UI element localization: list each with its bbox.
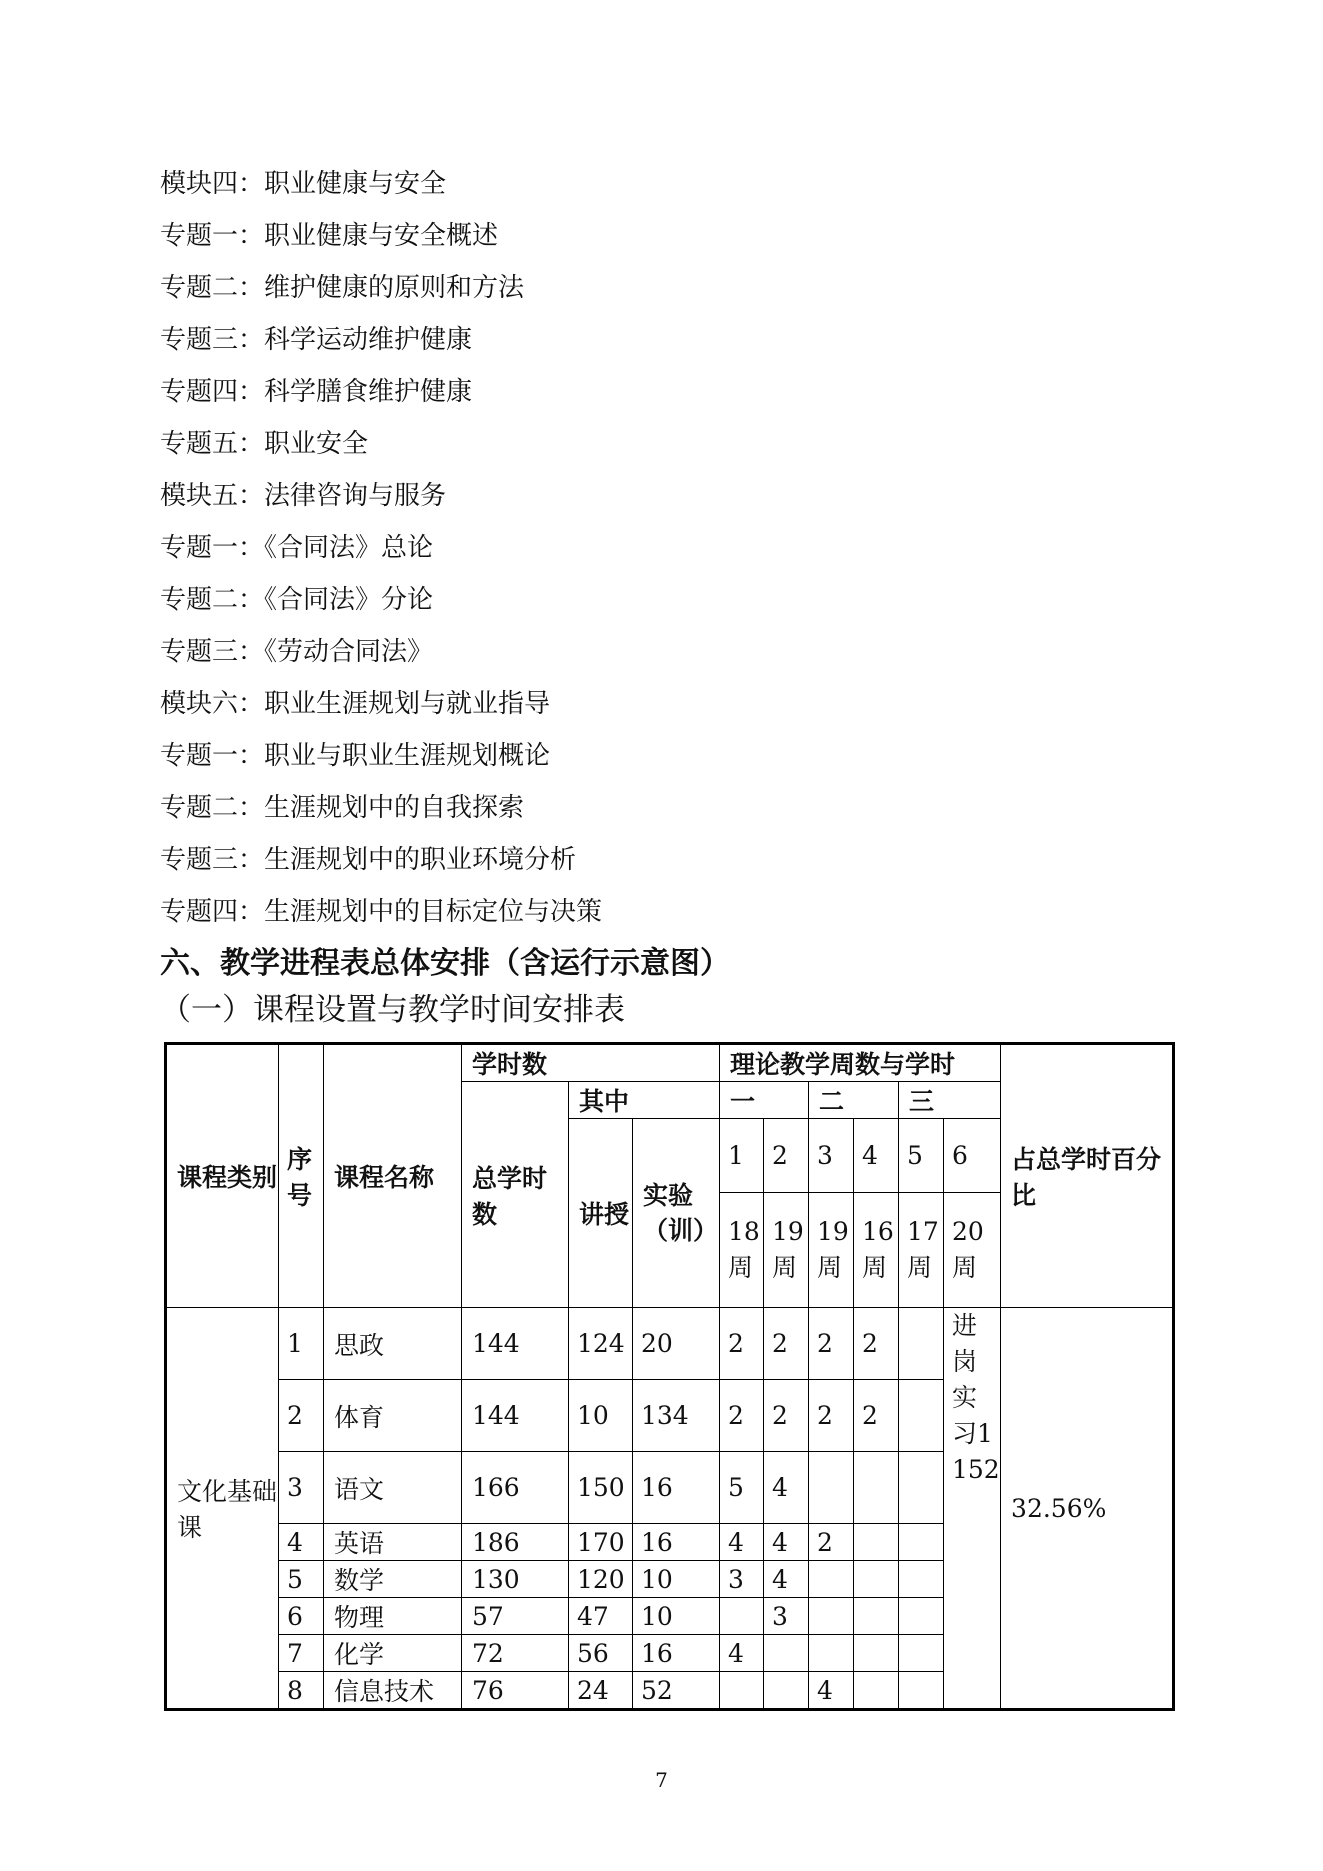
practice-hours-cell: 16: [633, 1524, 720, 1561]
semester-2-hours-cell: 4: [764, 1524, 809, 1561]
header-course-name: 课程名称: [324, 1044, 462, 1308]
course-name-cell: 英语: [324, 1524, 462, 1561]
course-name-cell: 语文: [324, 1452, 462, 1524]
total-hours-cell: 144: [462, 1380, 569, 1452]
outline-item: 专题二：生涯规划中的自我探索: [160, 793, 525, 823]
semester-3-hours-cell: 2: [809, 1380, 854, 1452]
page-number: 7: [655, 1768, 668, 1792]
semester-1-hours-cell: [720, 1598, 764, 1635]
header-weeks-3: 19周: [809, 1193, 854, 1308]
header-year-1: 一: [720, 1082, 809, 1119]
semester-4-hours-cell: 2: [854, 1308, 899, 1380]
practice-hours-cell: 16: [633, 1635, 720, 1672]
header-year-3: 三: [899, 1082, 1001, 1119]
course-schedule-table: [164, 1042, 1175, 1711]
course-name-cell: 信息技术: [324, 1672, 462, 1710]
semester-4-hours-cell: [854, 1561, 899, 1598]
outline-item: 专题一：职业健康与安全概述: [160, 221, 499, 251]
seq-cell: 5: [279, 1561, 324, 1598]
course-name-cell: 思政: [324, 1308, 462, 1380]
internship-continuation-cell: [944, 1561, 1001, 1710]
header-percent: 占总学时百分比: [1001, 1044, 1174, 1308]
header-semester-3: 3: [809, 1119, 854, 1193]
semester-5-hours-cell: [899, 1524, 944, 1561]
semester-1-hours-cell: [720, 1672, 764, 1710]
semester-5-hours-cell: [899, 1561, 944, 1598]
practice-hours-cell: 10: [633, 1561, 720, 1598]
total-hours-cell: 57: [462, 1598, 569, 1635]
total-hours-cell: 166: [462, 1452, 569, 1524]
lecture-hours-cell: 10: [569, 1380, 633, 1452]
header-weeks-2: 19周: [764, 1193, 809, 1308]
header-weeks-5: 17周: [899, 1193, 944, 1308]
lecture-hours-cell: 56: [569, 1635, 633, 1672]
outline-item: 专题一：《合同法》总论: [160, 533, 434, 563]
semester-5-hours-cell: [899, 1635, 944, 1672]
seq-cell: 6: [279, 1598, 324, 1635]
semester-3-hours-cell: 2: [809, 1308, 854, 1380]
outline-item: 模块五：法律咨询与服务: [160, 481, 447, 511]
practice-hours-cell: 20: [633, 1308, 720, 1380]
subsection-heading: （一）课程设置与教学时间安排表: [160, 992, 625, 1028]
seq-cell: 1: [279, 1308, 324, 1380]
practice-hours-cell: 10: [633, 1598, 720, 1635]
header-total-hours: 总学时数: [462, 1082, 569, 1308]
header-category: 课程类别: [166, 1044, 279, 1308]
semester-2-hours-cell: [764, 1672, 809, 1710]
semester-5-hours-cell: [899, 1672, 944, 1710]
header-theory-group: 理论教学周数与学时: [720, 1044, 1001, 1082]
practice-hours-cell: 52: [633, 1672, 720, 1710]
lecture-hours-cell: 47: [569, 1598, 633, 1635]
total-hours-cell: 76: [462, 1672, 569, 1710]
module-outline: [160, 158, 602, 938]
header-hours-group: 学时数: [462, 1044, 720, 1082]
seq-cell: 3: [279, 1452, 324, 1524]
semester-3-hours-cell: [809, 1452, 854, 1524]
semester-5-hours-cell: [899, 1452, 944, 1524]
course-name-cell: 体育: [324, 1380, 462, 1452]
header-seq: 序号: [279, 1044, 324, 1308]
outline-item: 专题二：维护健康的原则和方法: [160, 273, 525, 303]
semester-2-hours-cell: 3: [764, 1598, 809, 1635]
header-weeks-4: 16周: [854, 1193, 899, 1308]
semester-1-hours-cell: 4: [720, 1635, 764, 1672]
semester-4-hours-cell: [854, 1452, 899, 1524]
semester-4-hours-cell: [854, 1524, 899, 1561]
course-name-cell: 化学: [324, 1635, 462, 1672]
outline-item: 专题三：科学运动维护健康: [160, 325, 473, 355]
outline-item: 专题三：《劳动合同法》: [160, 637, 434, 667]
semester-2-hours-cell: [764, 1635, 809, 1672]
lecture-hours-cell: 150: [569, 1452, 633, 1524]
semester-5-hours-cell: [899, 1380, 944, 1452]
semester-1-hours-cell: 2: [720, 1308, 764, 1380]
semester-2-hours-cell: 2: [764, 1308, 809, 1380]
outline-item: 专题三：生涯规划中的职业环境分析: [160, 845, 577, 875]
outline-item: 模块四：职业健康与安全: [160, 169, 447, 199]
semester-3-hours-cell: [809, 1598, 854, 1635]
category-cell: 文化基础课: [166, 1308, 279, 1710]
total-hours-cell: 130: [462, 1561, 569, 1598]
lecture-hours-cell: 120: [569, 1561, 633, 1598]
semester-1-hours-cell: 4: [720, 1524, 764, 1561]
semester-2-hours-cell: 4: [764, 1452, 809, 1524]
header-semester-6: 6: [944, 1119, 1001, 1193]
semester-3-hours-cell: [809, 1635, 854, 1672]
semester-3-hours-cell: [809, 1561, 854, 1598]
practice-hours-cell: 134: [633, 1380, 720, 1452]
total-hours-cell: 186: [462, 1524, 569, 1561]
seq-cell: 4: [279, 1524, 324, 1561]
outline-item: 专题四：生涯规划中的目标定位与决策: [160, 897, 603, 927]
header-practice: 实验（训）: [633, 1119, 720, 1308]
header-weeks-1: 18周: [720, 1193, 764, 1308]
course-name-cell: 物理: [324, 1598, 462, 1635]
percent-value-cell: 32.56%: [1001, 1308, 1174, 1710]
semester-4-hours-cell: [854, 1672, 899, 1710]
semester-4-hours-cell: 2: [854, 1380, 899, 1452]
seq-cell: 8: [279, 1672, 324, 1710]
seq-cell: 7: [279, 1635, 324, 1672]
outline-item: 专题二：《合同法》分论: [160, 585, 434, 615]
lecture-hours-cell: 124: [569, 1308, 633, 1380]
total-hours-cell: 144: [462, 1308, 569, 1380]
header-semester-4: 4: [854, 1119, 899, 1193]
semester-4-hours-cell: [854, 1635, 899, 1672]
header-semester-5: 5: [899, 1119, 944, 1193]
header-semester-2: 2: [764, 1119, 809, 1193]
semester-2-hours-cell: 4: [764, 1561, 809, 1598]
semester-4-hours-cell: [854, 1598, 899, 1635]
total-hours-cell: 72: [462, 1635, 569, 1672]
header-semester-1: 1: [720, 1119, 764, 1193]
semester-5-hours-cell: [899, 1308, 944, 1380]
semester-2-hours-cell: 2: [764, 1380, 809, 1452]
header-weeks-6: 20周: [944, 1193, 1001, 1308]
practice-hours-cell: 16: [633, 1452, 720, 1524]
semester-3-hours-cell: 4: [809, 1672, 854, 1710]
header-year-2: 二: [809, 1082, 899, 1119]
semester-1-hours-cell: 5: [720, 1452, 764, 1524]
header-of-which: 其中: [569, 1082, 720, 1119]
semester-3-hours-cell: 2: [809, 1524, 854, 1561]
semester-1-hours-cell: 3: [720, 1561, 764, 1598]
lecture-hours-cell: 170: [569, 1524, 633, 1561]
semester-5-hours-cell: [899, 1598, 944, 1635]
outline-item: 专题四：科学膳食维护健康: [160, 377, 473, 407]
outline-item: 专题五：职业安全: [160, 429, 369, 459]
outline-item: 模块六：职业生涯规划与就业指导: [160, 689, 551, 719]
lecture-hours-cell: 24: [569, 1672, 633, 1710]
header-lecture: 讲授: [569, 1119, 633, 1308]
internship-note-cell: 进岗实习1152: [944, 1308, 1001, 1561]
semester-1-hours-cell: 2: [720, 1380, 764, 1452]
course-name-cell: 数学: [324, 1561, 462, 1598]
outline-item: 专题一：职业与职业生涯规划概论: [160, 741, 551, 771]
section-heading: 六、教学进程表总体安排（含运行示意图）: [160, 946, 730, 981]
seq-cell: 2: [279, 1380, 324, 1452]
